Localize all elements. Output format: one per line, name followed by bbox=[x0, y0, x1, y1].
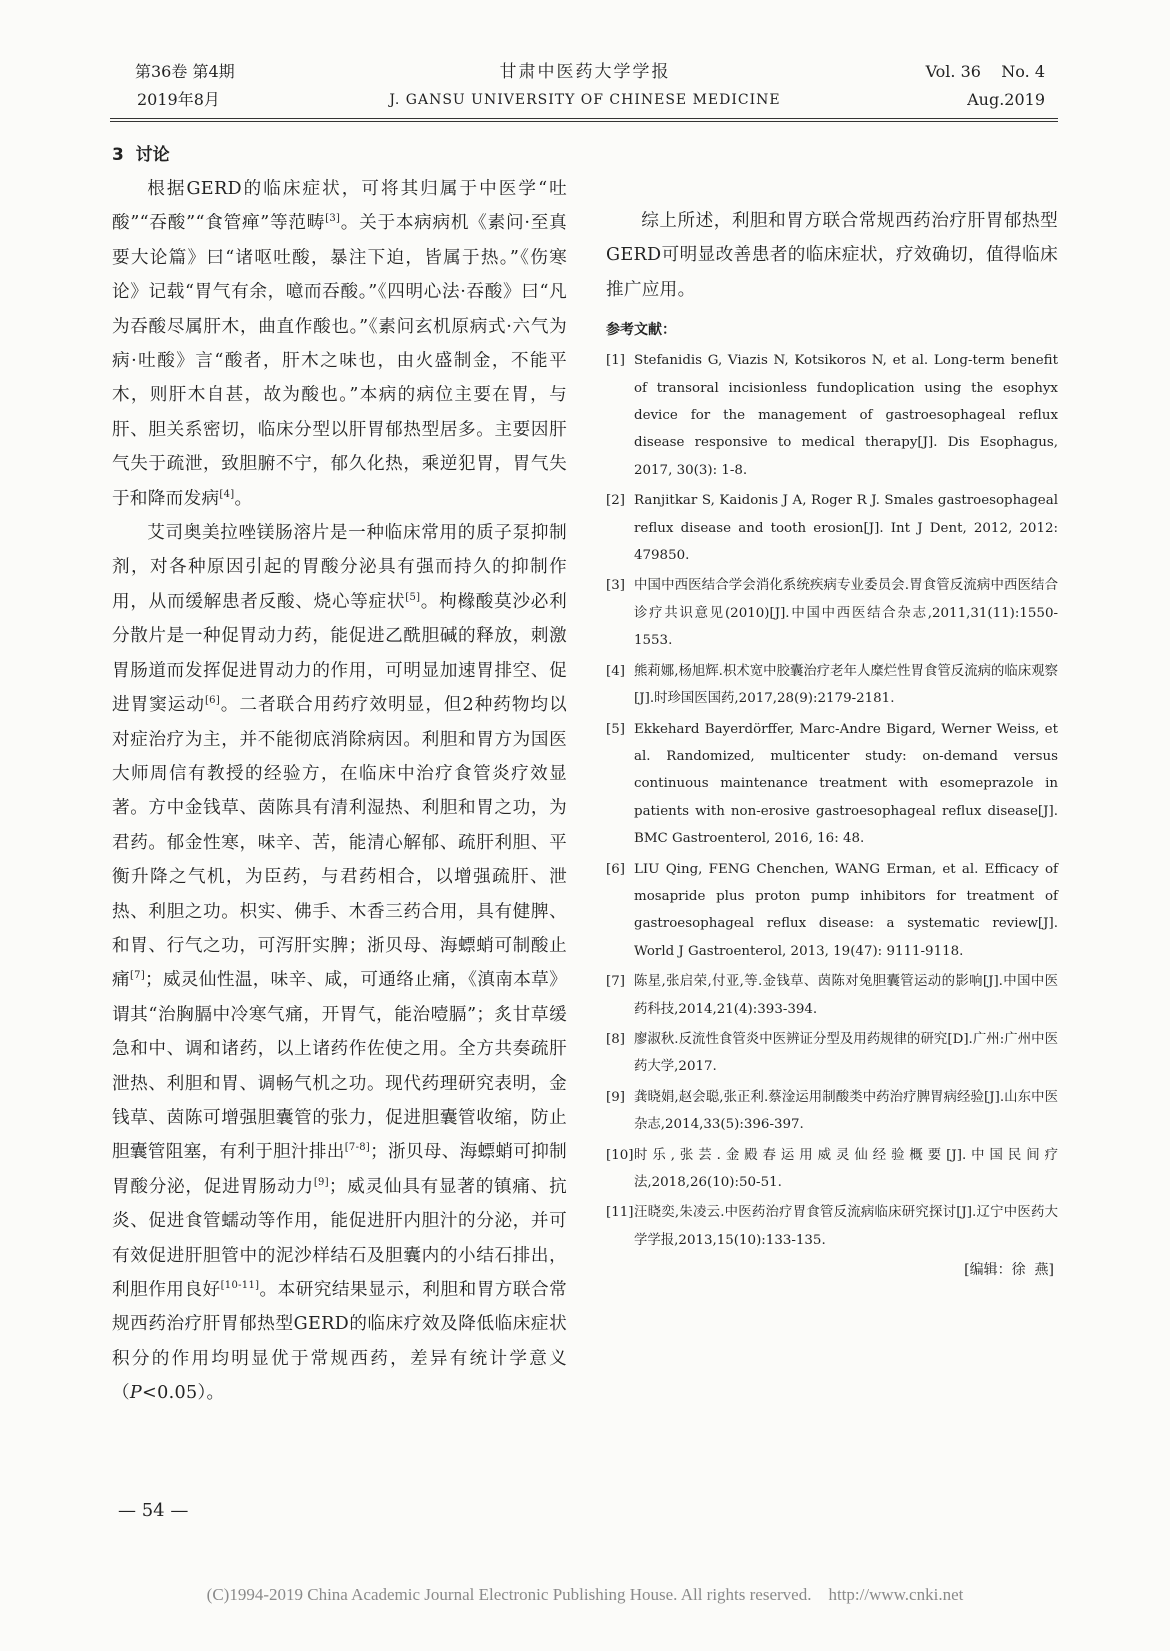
reference-number: [11] bbox=[606, 1205, 634, 1221]
volume-issue-cn: 第36卷 第4期 bbox=[135, 62, 235, 81]
copyright-footer: (C)1994-2019 China Academic Journal Electronic Publishing House. All rights reserved. http://www.cnki.net bbox=[206, 1585, 964, 1604]
citation: [4] bbox=[219, 488, 235, 500]
text-run: ；威灵仙具有显著的镇痛、抗炎、促进食管蠕动等作用，能促进肝内胆汁的分泌，并可有效促进肝胆管中的泥沙样结石及胆囊内的小结石排出，利胆作用良好 bbox=[112, 1176, 567, 1300]
p-value-symbol: P bbox=[129, 1383, 143, 1404]
reference-text: 廖淑秋.反流性食管炎中医辨证分型及用药规律的研究[D].广州:广州中医药大学,2017. bbox=[634, 1031, 1058, 1075]
text-run: ；浙贝母、海螵蛸可抑制胃酸分泌，促进胃肠动力 bbox=[112, 1142, 567, 1197]
reference-text: LIU Qing, FENG Chenchen, WANG Erman, et al. Efficacy of mosapride plus proton pump inhibitors for treatment of gastroesophageal reflux disease: a systematic review[J]. World J Gastroenterol, 2013, 19(47): 9111-9118. bbox=[634, 861, 1058, 959]
discussion-paragraph-1 bbox=[112, 172, 567, 516]
citation: [3] bbox=[325, 213, 341, 225]
right-column bbox=[606, 134, 1058, 1283]
text-run: 。枸橼酸莫沙必利分散片是一种促胃动力药，能促进乙酰胆碱的释放，刺激胃肠道而发挥促进胃动力的作用，可明显加速胃排空、促进胃窦运动 bbox=[112, 591, 567, 716]
text-run: 。二者联合用药疗效明显，但2种药物均以对症治疗为主，并不能彻底消除病因。利胆和胃方为国医大师周信有教授的经验方，在临床中治疗食管炎疗效显著。方中金钱草、茵陈具有清利湿热、利胆和胃之功，为君药。郁金性寒，味辛、苦，能清心解郁、疏肝利胆、平衡升降之气机，为臣药，与君药相合，以增强疏肝、泄热、利胆之功。枳实、佛手、木香三药合用，具有健脾、和胃、行气之功，可泻肝实脾；浙贝母、海螵蛸可制酸止痛 bbox=[112, 695, 567, 991]
citation: [6] bbox=[204, 695, 221, 707]
reference-text: 熊莉娜,杨旭辉.枳术宽中胶囊治疗老年人糜烂性胃食管反流病的临床观察[J].时珍国医国药,2017,28(9):2179-2181. bbox=[634, 663, 1058, 707]
reference-item bbox=[606, 1084, 1058, 1139]
reference-number: [10] bbox=[606, 1147, 634, 1163]
editor-note: [编辑：徐 燕] bbox=[964, 1262, 1054, 1279]
reference-text: Ranjitkar S, Kaidonis J A, Roger R J. Smales gastroesophageal reflux disease and tooth erosion[J]. Int J Dent, 2012, 2012: 479850. bbox=[634, 493, 1058, 564]
discussion-paragraph-3: 综上所述，利胆和胃方联合常规西药治疗肝胃郁热型GERD可明显改善患者的临床症状，疗效确切，值得临床推广应用。 bbox=[606, 211, 1058, 300]
reference-number: [5] bbox=[606, 721, 625, 737]
text-run: ；威灵仙性温，味辛、咸，可通络止痛，《滇南本草》谓其“治胸膈中冷寒气痛，开胃气，能治噎膈”；炙甘草缓急和中、调和诸药，以上诸药作佐使之用。全方共奏疏肝泄热、利胆和胃、调畅气机之功。现代药理研究表明，金钱草、茵陈可增强胆囊管的张力，促进胆囊管收缩，防止胆囊管阻塞，有利于胆汁排出 bbox=[112, 970, 567, 1163]
text-run: 艾司奥美拉唑镁肠溶片是一种临床常用的质子泵抑制剂，对各种原因引起的胃酸分泌具有强而持久的抑制作用，从而缓解患者反酸、烧心等症状 bbox=[112, 523, 567, 612]
reference-number: [3] bbox=[606, 578, 625, 594]
reference-item bbox=[606, 968, 1058, 1023]
reference-item bbox=[606, 1026, 1058, 1081]
reference-number: [1] bbox=[606, 353, 625, 369]
text-run: 。本研究结果显示，利胆和胃方联合常规西药治疗肝胃郁热型GERD的临床疗效及降低临床症状积分的作用均明显优于常规西药，差异有统计学意义（ bbox=[112, 1280, 567, 1404]
date-cn: 2019年8月 bbox=[137, 90, 220, 109]
reference-list bbox=[606, 347, 1058, 1254]
journal-title-en: J. GANSU UNIVERSITY OF CHINESE MEDICINE bbox=[389, 92, 781, 108]
references-title: 参考文献： bbox=[606, 322, 676, 339]
section-heading: 3 讨论 bbox=[112, 145, 170, 165]
reference-number: [2] bbox=[606, 493, 625, 509]
reference-number: [9] bbox=[606, 1089, 625, 1105]
reference-item bbox=[606, 716, 1058, 853]
reference-item bbox=[606, 1199, 1058, 1254]
citation: [10-11] bbox=[220, 1280, 260, 1292]
citation: [7-8] bbox=[344, 1142, 371, 1154]
left-column bbox=[112, 134, 567, 1651]
reference-text: Ekkehard Bayerdörffer, Marc-Andre Bigard, Werner Weiss, et al. Randomized, multicenter study: on-demand versus continuous maintenance treatment with esomeprazole in patients with non-erosive gastroesophageal reflux disease[J]. BMC Gastroenterol, 2016, 16: 48. bbox=[634, 721, 1058, 847]
reference-text: 汪晓奕,朱凌云.中医药治疗胃食管反流病临床研究探讨[J].辽宁中医药大学学报,2013,15(10):133-135. bbox=[634, 1205, 1058, 1248]
header-rule-top bbox=[110, 118, 1058, 119]
reference-text: 中国中西医结合学会消化系统疾病专业委员会.胃食管反流病中西医结合诊疗共识意见(2010)[J].中国中西医结合杂志,2011,31(11):1550-1553. bbox=[634, 578, 1058, 649]
reference-text: 陈星,张启荣,付亚,等.金钱草、茵陈对兔胆囊管运动的影响[J].中国中医药科技,2014,21(4):393-394. bbox=[634, 974, 1058, 1017]
reference-item bbox=[606, 572, 1058, 654]
header-right bbox=[926, 58, 1045, 114]
citation: [9] bbox=[313, 1176, 329, 1188]
text-run: 。 bbox=[234, 488, 253, 509]
citation: [7] bbox=[129, 970, 146, 982]
reference-number: [6] bbox=[606, 861, 625, 877]
text-run: 根据GERD的临床症状，可将其归属于中医学“吐酸”“吞酸”“食管瘅”等范畴 bbox=[112, 179, 567, 234]
reference-text: 龚晓娟,赵会聪,张正利.蔡淦运用制酸类中药治疗脾胃病经验[J].山东中医杂志,2014,33(5):396-397. bbox=[634, 1089, 1058, 1133]
reference-number: [7] bbox=[606, 974, 625, 990]
reference-item bbox=[606, 347, 1058, 484]
journal-title-cn: 甘肃中医药大学学报 bbox=[499, 62, 671, 82]
reference-item bbox=[606, 856, 1058, 966]
date-en: Aug.2019 bbox=[967, 90, 1045, 109]
reference-number: [8] bbox=[606, 1031, 625, 1047]
reference-item bbox=[606, 658, 1058, 713]
reference-item bbox=[606, 487, 1058, 569]
page-number: — 54 — bbox=[118, 1500, 189, 1521]
text-run: 。关于本病病机《素问·至真要大论篇》曰“诸呕吐酸，暴注下迫，皆属于热。”《伤寒论》记载“胃气有余，噫而吞酸。”《四明心法·吞酸》曰“凡为吞酸尽属肝木，曲直作酸也。”《素问玄机原病式·六气为病·吐酸》言“酸者，肝木之味也，由火盛制金，不能平木，则肝木自甚，故为酸也。”本病的病位主要在胃，与肝、胆关系密切，临床分型以肝胃郁热型居多。主要因肝气失于疏泄，致胆腑不宁，郁久化热，乘逆犯胃，胃气失于和降而发病 bbox=[112, 213, 567, 509]
reference-text: 时乐,张芸.金殿春运用威灵仙经验概要[J].中国民间疗法,2018,26(10):50-51. bbox=[634, 1147, 1058, 1190]
citation: [5] bbox=[405, 592, 421, 604]
header-rule-bottom bbox=[110, 121, 1058, 122]
reference-number: [4] bbox=[606, 663, 625, 679]
reference-text: Stefanidis G, Viazis N, Kotsikoros N, et al. Long-term benefit of transoral incisionless fundoplication using the esophyx device for the management of gastroesophageal reflux disease responsive to medical therapy[J]. Dis Esophagus, 2017, 30(3): 1-8. bbox=[634, 353, 1058, 478]
volume-issue-en: Vol. 36 No. 4 bbox=[925, 62, 1045, 81]
reference-item bbox=[606, 1142, 1058, 1197]
text-run: <0.05）。 bbox=[142, 1383, 225, 1404]
discussion-paragraph-2 bbox=[112, 516, 567, 1651]
